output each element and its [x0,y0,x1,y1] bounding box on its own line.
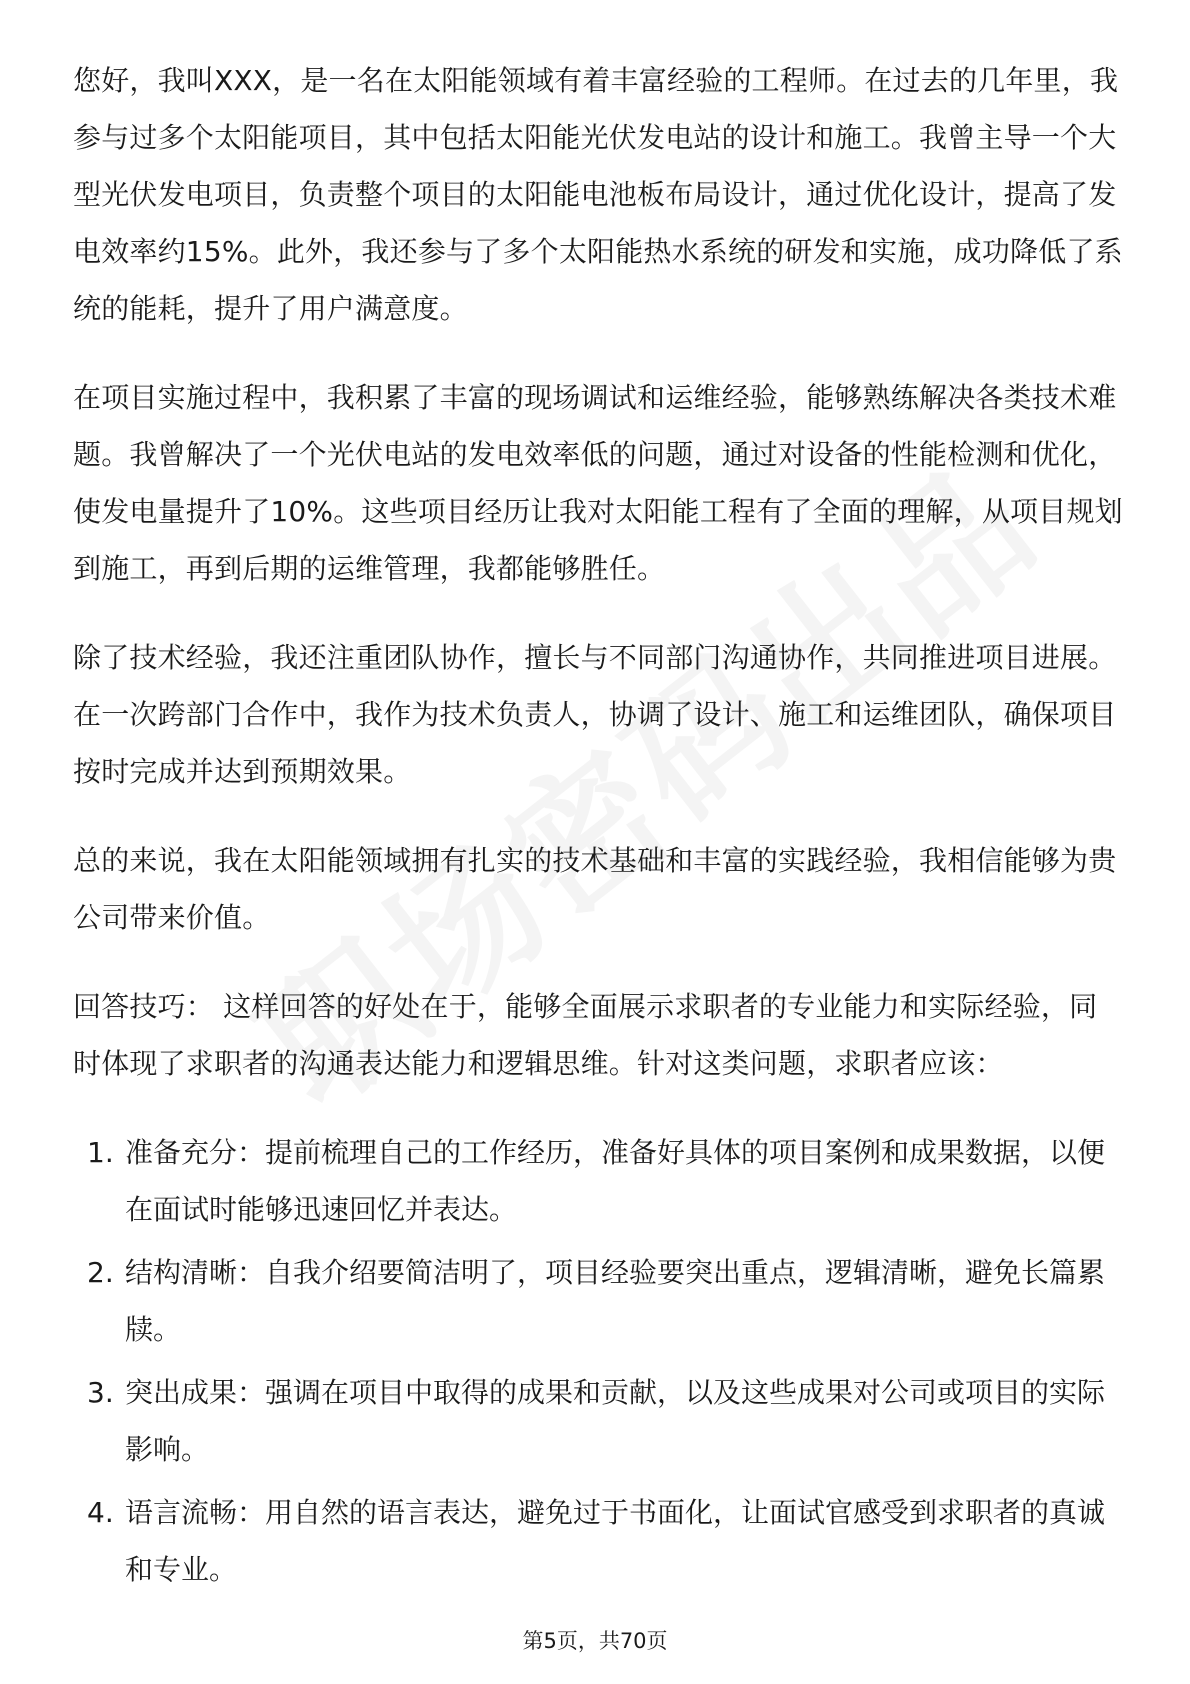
list-item [73,1484,1123,1598]
list-item [73,1244,1123,1358]
document-body [73,52,1123,1604]
list-number: 3. [87,1376,114,1409]
paragraph-summary: 总的来说，我在太阳能领域拥有扎实的技术基础和丰富的实践经验，我相信能够为贵公司带来价值。 [73,844,1117,934]
paragraph-teamwork: 除了技术经验，我还注重团队协作，擅长与不同部门沟通协作，共同推进项目进展。在一次跨部门合作中，我作为技术负责人，协调了设计、施工和运维团队，确保项目按时完成并达到预期效果。 [73,641,1117,788]
list-item-text: 准备充分：提前梳理自己的工作经历，准备好具体的项目案例和成果数据，以便在面试时能够迅速回忆并表达。 [125,1136,1106,1226]
list-item [73,1124,1123,1238]
list-item-text: 突出成果：强调在项目中取得的成果和贡献，以及这些成果对公司或项目的实际影响。 [125,1376,1106,1466]
page-number-footer: 第5页，共70页 [522,1629,668,1653]
paragraph-experience: 在项目实施过程中，我积累了丰富的现场调试和运维经验，能够熟练解决各类技术难题。我曾解决了一个光伏电站的发电效率低的问题，通过对设备的性能检测和优化，使发电量提升了10%。这些项目经历让我对太阳能工程有了全面的理解，从项目规划到施工，再到后期的运维管理，我都能够胜任。 [73,381,1123,585]
tips-list [73,1124,1123,1598]
list-number: 2. [87,1256,114,1289]
list-number: 4. [87,1496,114,1529]
list-item [73,1364,1123,1478]
paragraph-answer-tips: 回答技巧： 这样回答的好处在于，能够全面展示求职者的专业能力和实际经验，同时体现了求职者的沟通表达能力和逻辑思维。针对这类问题，求职者应该： [73,990,1098,1080]
paragraph-intro: 您好，我叫XXX，是一名在太阳能领域有着丰富经验的工程师。在过去的几年里，我参与过多个太阳能项目，其中包括太阳能光伏发电站的设计和施工。我曾主导一个大型光伏发电项目，负责整个项目的太阳能电池板布局设计，通过优化设计，提高了发电效率约15%。此外，我还参与了多个太阳能热水系统的研发和实施，成功降低了系统的能耗，提升了用户满意度。 [73,64,1123,325]
list-number: 1. [87,1136,114,1169]
list-item-text: 语言流畅：用自然的语言表达，避免过于书面化，让面试官感受到求职者的真诚和专业。 [125,1496,1106,1586]
list-item-text: 结构清晰：自我介绍要简洁明了，项目经验要突出重点，逻辑清晰，避免长篇累牍。 [125,1256,1106,1346]
